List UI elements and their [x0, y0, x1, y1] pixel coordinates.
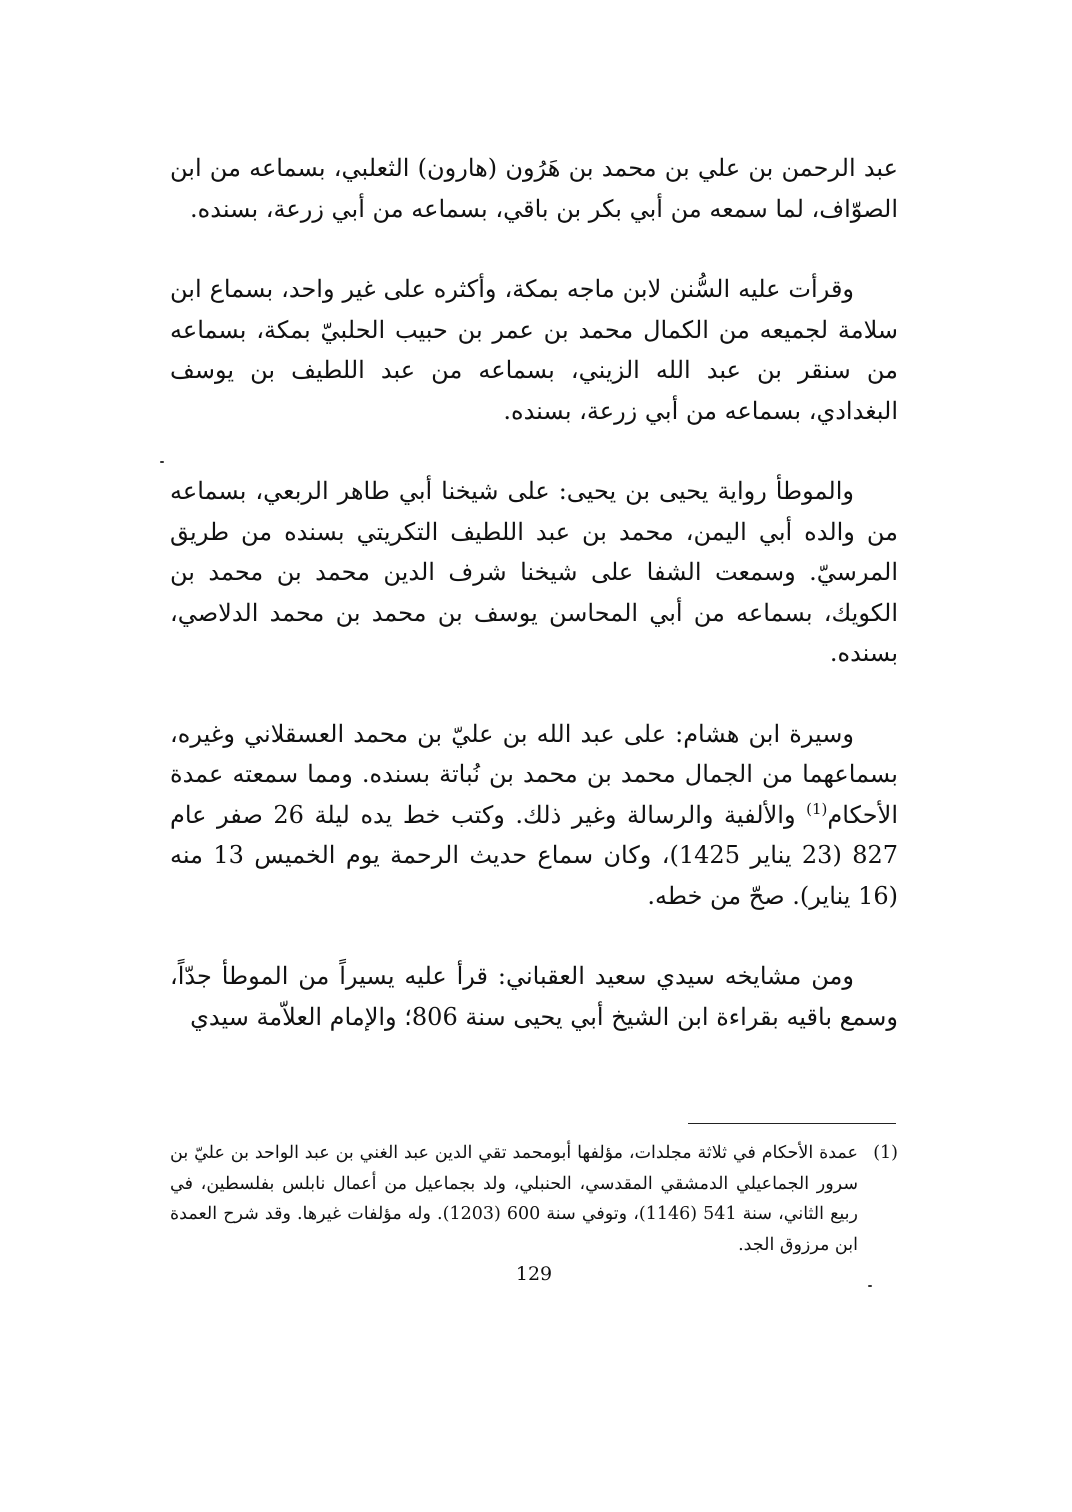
scan-speck	[160, 461, 164, 463]
paragraph-4-text-after: والألفية والرسالة وغير ذلك. وكتب خط يده ليلة 26 صفر عام 827 (23 يناير 1425)، وكان سماع حديث الرحمة يوم الخميس 13 منه (16 يناير). صحّ من خطه.	[170, 800, 899, 910]
paragraph-4-text-before: وسيرة ابن هشام: على عبد الله بن عليّ بن محمد العسقلاني وغيره، بسماعهما من الجمال محمد بن محمد بن نُباتة بسنده. ومما سمعته عمدة الأحكام	[170, 719, 898, 829]
footnote-text: عمدة الأحكام في ثلاثة مجلدات، مؤلفها أبومحمد تقي الدين عبد الغني بن عبد الواحد بن عليّ بن سرور الجماعيلي الدمشقي المقدسي، الحنبلي، ولد بجماعيل من أعمال نابلس بفلسطين، في ربيع الثاني، سنة 541 (1146)، وتوفي سنة 600 (1203). وله مؤلفات غيرها. وقد شرح العمدة ابن مرزوق الجد.	[170, 1143, 859, 1255]
footnote-1	[170, 1138, 898, 1260]
paragraph-5: ومن مشايخه سيدي سعيد العقباني: قرأ عليه يسيراً من الموطأ جدّاً، وسمع باقيه بقراءة ابن الشيخ أبي يحيى سنة 806؛ والإمام العلاّمة سيدي	[170, 962, 898, 1031]
scan-speck	[868, 1285, 872, 1287]
paragraph-3: والموطأ رواية يحيى بن يحيى: على شيخنا أبي طاهر الربعي، بسماعه من والده أبي اليمن، محمد بن عبد اللطيف التكريتي بسنده من طريق المرسيّ. وسمعت الشفا على شيخنا شرف الدين محمد بن محمد بن الكويك، بسماعه من أبي المحاسن يوسف بن محمد بن محمد الدلاصي، بسنده.	[170, 477, 898, 667]
paragraph-2: وقرأت عليه السُّنن لابن ماجه بمكة، وأكثره على غير واحد، بسماع ابن سلامة لجميعه من الكمال محمد بن عمر بن حبيب الحلبيّ بمكة، بسماعه من سنقر بن عبد الله الزيني، بسماعه من عبد اللطيف بن يوسف البغدادي، بسماعه من أبي زرعة، بسنده.	[170, 275, 899, 425]
footnote-reference[interactable]: (1)	[806, 799, 828, 818]
paragraph-1: عبد الرحمن بن علي بن محمد بن هَرُون (هارون) الثعلبي، بسماعه من ابن الصوّاف، لما سمعه من أبي بكر بن باقي، بسماعه من أبي زرعة، بسنده.	[170, 154, 898, 223]
page-number: 129	[515, 1263, 553, 1285]
book-page	[170, 148, 898, 1478]
paragraph-4	[170, 714, 898, 917]
footnote-number: (1)	[873, 1143, 898, 1163]
main-text	[170, 148, 898, 1037]
footnotes	[170, 1138, 898, 1260]
footnote-divider	[688, 1123, 896, 1124]
